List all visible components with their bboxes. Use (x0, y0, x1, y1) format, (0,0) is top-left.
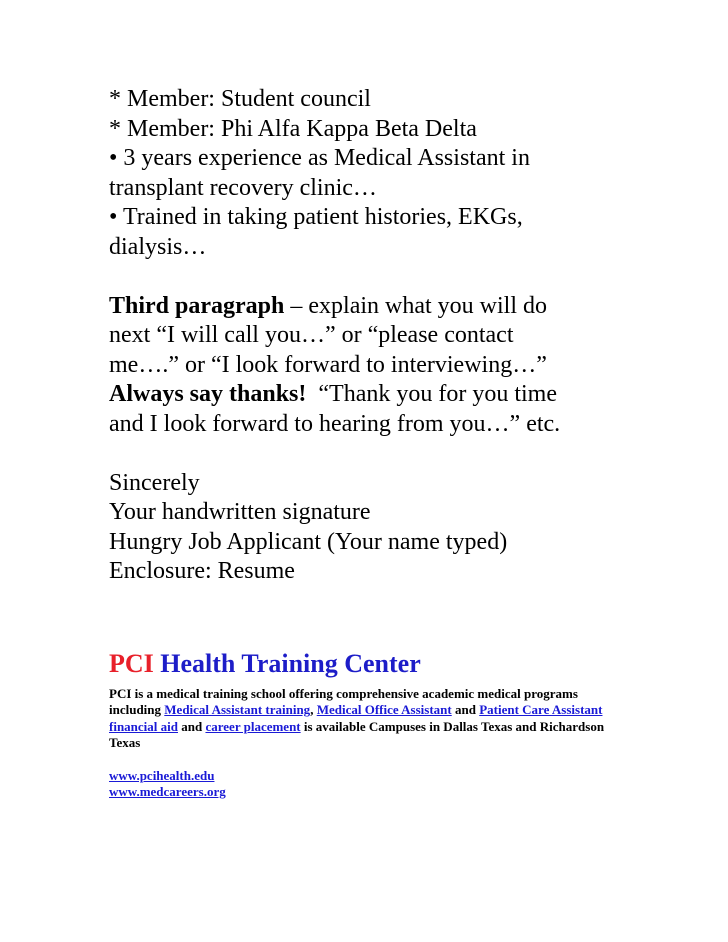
footer-description (109, 686, 629, 752)
training-bullet-line-2: dialysis… (109, 233, 207, 260)
document-page (109, 85, 709, 801)
closing-sincerely: Sincerely (109, 469, 200, 496)
footer-title-center: Health Training Center (153, 648, 421, 678)
footer-desc-text: is available Campuses in Dallas Texas and Richardson Texas (109, 718, 605, 750)
pcihealth-url-link[interactable]: www.pcihealth.edu (109, 767, 215, 783)
third-paragraph-line-2: next “I will call you…” or “please contact (109, 322, 514, 348)
paragraph-gap (109, 439, 709, 469)
member-fraternity: * Member: Phi Alfa Kappa Beta Delta (109, 115, 477, 142)
thanks-line (109, 380, 709, 410)
thanks-text: “Thank you for you time (306, 381, 557, 407)
footer-desc-text: PCI is a medical training school offering comprehensive academic medical programs including (109, 685, 578, 717)
footer-urls (109, 768, 709, 801)
footer-title-pci: PCI (109, 648, 154, 678)
third-paragraph-line-3: me….” or “I look forward to interviewing…” (109, 351, 547, 378)
footer-title (109, 649, 709, 679)
experience-bullet-line-1: • 3 years experience as Medical Assistant in (109, 145, 530, 171)
medical-assistant-training-link[interactable]: Medical Assistant training (164, 702, 311, 717)
medcareers-url-link[interactable]: www.medcareers.org (109, 784, 226, 799)
closing-enclosure: Enclosure: Resume (109, 558, 295, 584)
thanks-label: Always say thanks! (109, 381, 307, 407)
footer-desc-sep: , (310, 702, 317, 717)
closing-signature: Your handwritten signature (109, 499, 371, 525)
member-student-council: * Member: Student council (109, 86, 371, 112)
medical-office-assistant-link[interactable]: Medical Office Assistant (316, 702, 452, 717)
financial-aid-link[interactable]: financial aid (109, 718, 178, 734)
third-paragraph-label: Third paragraph (109, 292, 285, 319)
training-bullet-line-1: • Trained in taking patient histories, EKGs, (109, 204, 523, 230)
career-placement-link[interactable]: career placement (205, 718, 301, 734)
paragraph-gap (109, 262, 709, 292)
footer-desc-text: and (178, 718, 206, 734)
third-paragraph-line-5: and I look forward to hearing from you…” etc. (109, 410, 561, 437)
third-paragraph-line-1 (109, 292, 709, 322)
closing-name: Hungry Job Applicant (Your name typed) (109, 528, 508, 555)
experience-bullet-line-2: transplant recovery clinic… (109, 174, 377, 201)
patient-care-assistant-link[interactable]: Patient Care Assistant (479, 702, 603, 717)
third-paragraph-text: – explain what you will do (284, 292, 548, 319)
footer-desc-text: and (451, 702, 480, 717)
